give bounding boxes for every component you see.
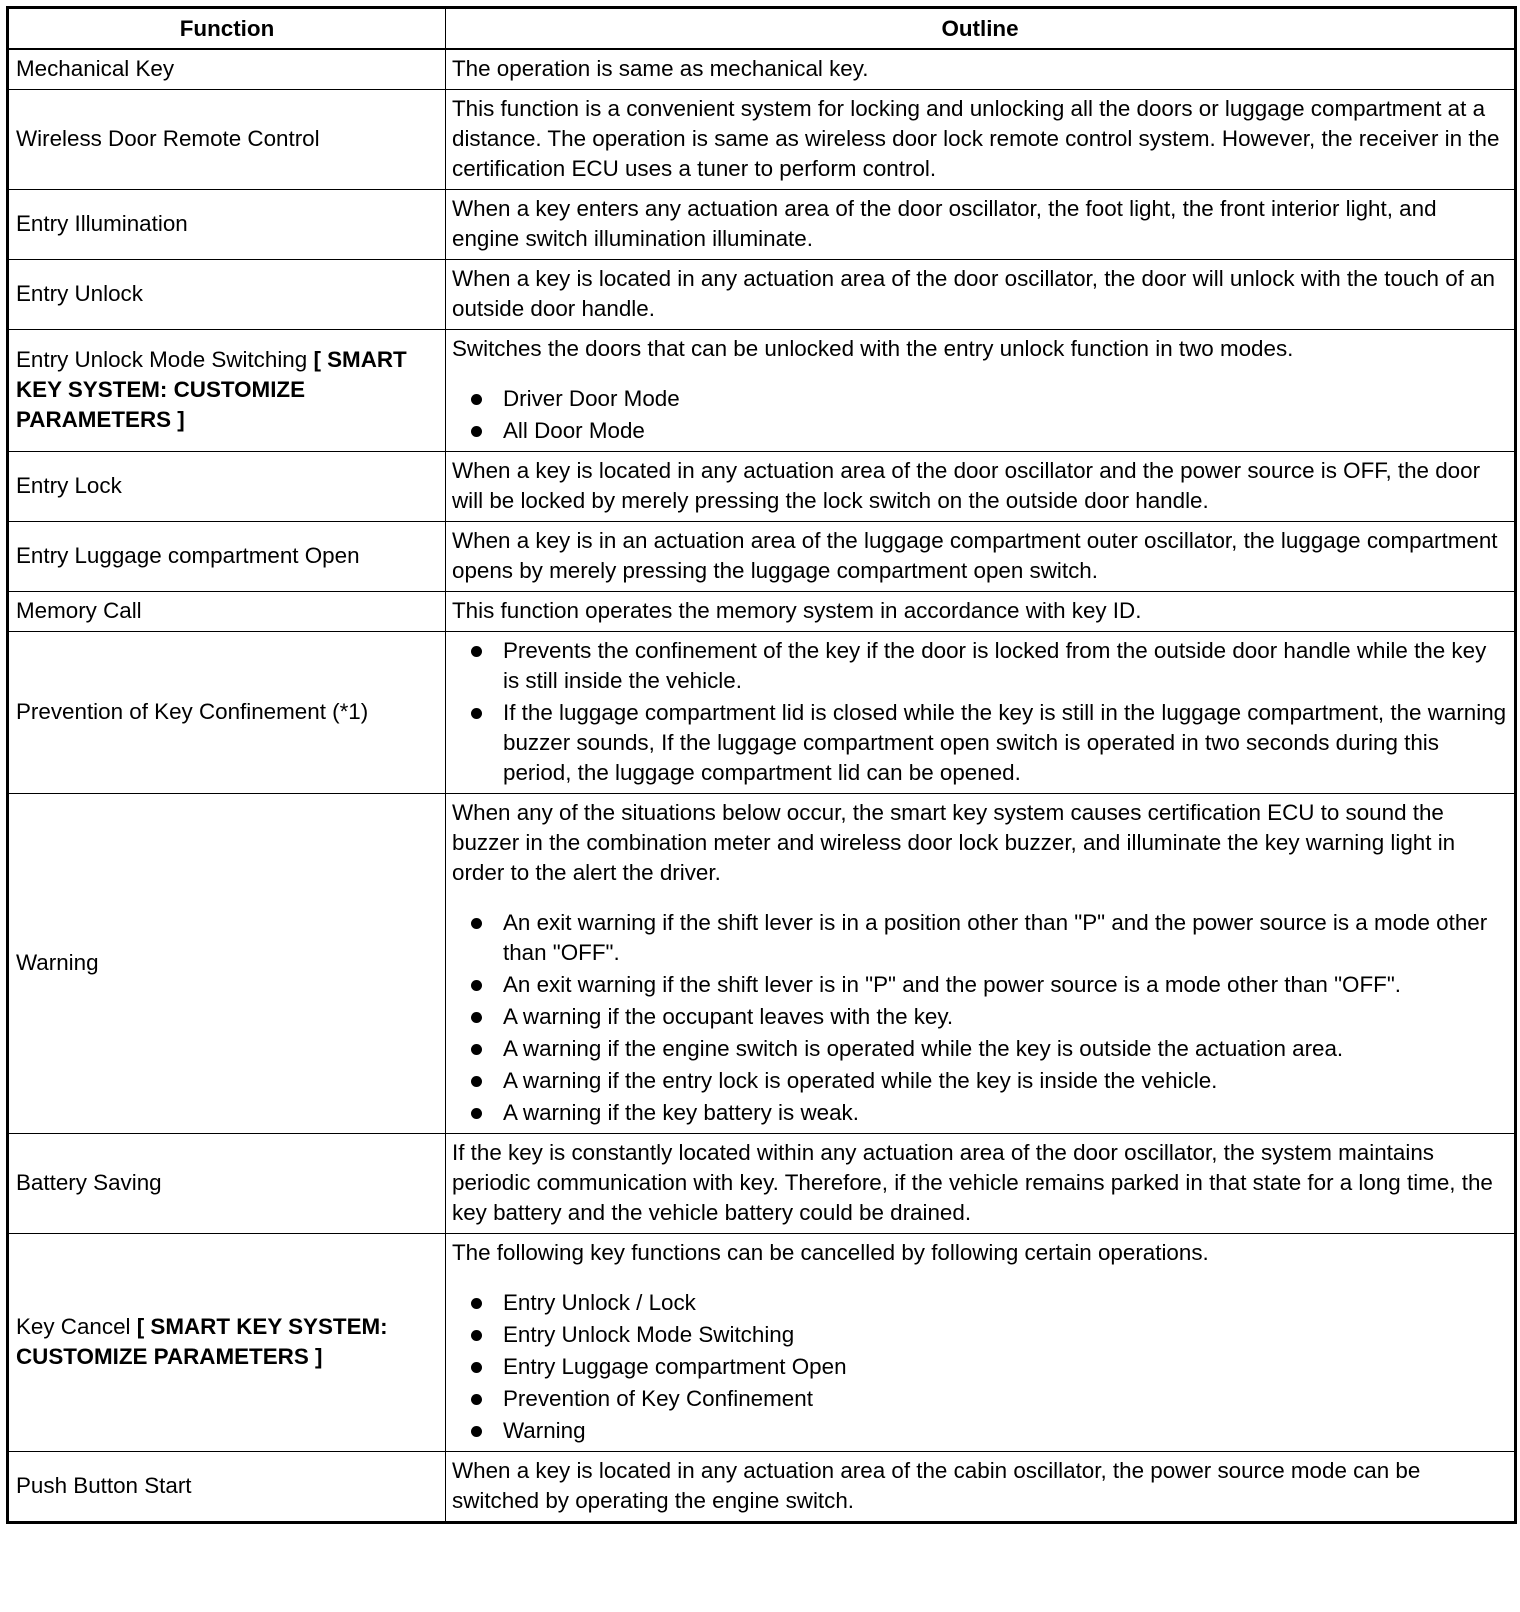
bullet-icon [471, 1298, 482, 1309]
function-outline-page [6, 6, 1514, 1524]
function-name: Warning [16, 950, 99, 975]
table-row [8, 49, 1516, 90]
list-item [452, 970, 1508, 1000]
list-item-text: A warning if the key battery is weak. [503, 1100, 859, 1125]
list-item [452, 1288, 1508, 1318]
list-item [452, 1416, 1508, 1446]
bullet-icon [471, 1362, 482, 1373]
function-cell [8, 452, 446, 522]
outline-text: This function is a convenient system for locking and unlocking all the doors or luggage compartment at a distance. The operation is same as wireless door lock remote control system. However, the receiver in the certification ECU uses a tuner to perform control. [452, 96, 1500, 181]
outline-cell [446, 522, 1516, 592]
function-name: Entry Luggage compartment Open [16, 543, 360, 568]
function-name: Battery Saving [16, 1170, 162, 1195]
outline-text: When a key enters any actuation area of the door oscillator, the foot light, the front interior light, and engine switch illumination illuminate. [452, 196, 1437, 251]
table-row [8, 592, 1516, 632]
list-item-text: A warning if the engine switch is operated while the key is outside the actuation area. [503, 1036, 1344, 1061]
table-row [8, 452, 1516, 522]
outline-text: When a key is located in any actuation area of the door oscillator, the door will unlock with the touch of an outside door handle. [452, 266, 1496, 321]
function-outline-table [6, 6, 1517, 1524]
outline-cell [446, 1452, 1516, 1523]
list-item-text: All Door Mode [503, 418, 645, 443]
list-item-text: Prevents the confinement of the key if the door is locked from the outside door handle while the key is still inside the vehicle. [503, 638, 1487, 693]
bullet-list [452, 636, 1508, 788]
function-name: Prevention of Key Confinement (*1) [16, 699, 369, 724]
outline-cell [446, 49, 1516, 90]
bullet-list [452, 384, 1508, 446]
bullet-list [452, 908, 1508, 1128]
list-item [452, 1352, 1508, 1382]
function-name: Mechanical Key [16, 56, 175, 81]
function-cell [8, 592, 446, 632]
list-item [452, 636, 1508, 696]
outline-text: When a key is located in any actuation area of the cabin oscillator, the power source mode can be switched by operating the engine switch. [452, 1458, 1421, 1513]
bullet-icon [471, 426, 482, 437]
outline-cell [446, 190, 1516, 260]
outline-text: When a key is located in any actuation area of the door oscillator and the power source is OFF, the door will be locked by merely pressing the lock switch on the outside door handle. [452, 458, 1481, 513]
header-outline: Outline [446, 8, 1516, 50]
bullet-icon [471, 1044, 482, 1055]
list-item-text: Driver Door Mode [503, 386, 680, 411]
function-name: Wireless Door Remote Control [16, 126, 320, 151]
list-item [452, 698, 1508, 788]
list-item-text: A warning if the occupant leaves with the key. [503, 1004, 954, 1029]
list-item [452, 1098, 1508, 1128]
list-item [452, 1320, 1508, 1350]
header-function: Function [8, 8, 446, 50]
bullet-icon [471, 708, 482, 719]
bullet-icon [471, 394, 482, 405]
list-item-text: Warning [503, 1418, 586, 1443]
outline-cell [446, 592, 1516, 632]
function-cell [8, 260, 446, 330]
function-cell [8, 522, 446, 592]
list-item-text: A warning if the entry lock is operated while the key is inside the vehicle. [503, 1068, 1218, 1093]
table-row [8, 522, 1516, 592]
list-item-text: Prevention of Key Confinement [503, 1386, 813, 1411]
function-cell [8, 1452, 446, 1523]
function-name: Memory Call [16, 598, 142, 623]
bullet-icon [471, 1330, 482, 1341]
outline-cell [446, 794, 1516, 1134]
list-item-text: An exit warning if the shift lever is in "P" and the power source is a mode other than "OFF". [503, 972, 1401, 997]
list-item-text: Entry Unlock Mode Switching [503, 1322, 795, 1347]
outline-cell [446, 90, 1516, 190]
outline-text: If the key is constantly located within any actuation area of the door oscillator, the system maintains periodic communication with key. Therefore, if the vehicle remains parked in that state for a long time, the key battery and the vehicle battery could be drained. [452, 1140, 1493, 1225]
bullet-icon [471, 980, 482, 991]
list-item [452, 1384, 1508, 1414]
outline-text: The operation is same as mechanical key. [452, 56, 869, 81]
list-item-text: Entry Unlock / Lock [503, 1290, 696, 1315]
table-row [8, 632, 1516, 794]
bullet-icon [471, 1076, 482, 1087]
function-name: Entry Illumination [16, 211, 188, 236]
bullet-list [452, 1288, 1508, 1446]
outline-cell [446, 1234, 1516, 1452]
list-item-text: Entry Luggage compartment Open [503, 1354, 847, 1379]
function-cell [8, 90, 446, 190]
function-cell [8, 190, 446, 260]
list-item-text: If the luggage compartment lid is closed while the key is still in the luggage compartment, the warning buzzer sounds, If the luggage compartment open switch is operated in two seconds during this period, the luggage compartment lid can be opened. [503, 700, 1507, 785]
list-item [452, 1034, 1508, 1064]
function-name: Entry Unlock [16, 281, 143, 306]
list-item [452, 384, 1508, 414]
customize-parameters-link[interactable]: [ SMART KEY SYSTEM: CUSTOMIZE PARAMETERS ] [16, 1314, 388, 1369]
table-row [8, 190, 1516, 260]
bullet-icon [471, 1394, 482, 1405]
function-name: Entry Unlock Mode Switching [16, 347, 308, 372]
function-cell [8, 1234, 446, 1452]
outline-cell [446, 1134, 1516, 1234]
bullet-icon [471, 646, 482, 657]
function-name: Entry Lock [16, 473, 122, 498]
function-name: Key Cancel [16, 1314, 131, 1339]
list-item [452, 416, 1508, 446]
function-cell [8, 632, 446, 794]
outline-cell [446, 260, 1516, 330]
function-name: Push Button Start [16, 1473, 192, 1498]
list-item-text: An exit warning if the shift lever is in a position other than "P" and the power source is a mode other than "OFF". [503, 910, 1488, 965]
list-item [452, 1066, 1508, 1096]
function-cell [8, 794, 446, 1134]
outline-cell [446, 330, 1516, 452]
table-header-row [8, 8, 1516, 50]
table-row [8, 794, 1516, 1134]
outline-text: Switches the doors that can be unlocked with the entry unlock function in two modes. [452, 336, 1294, 361]
outline-cell [446, 632, 1516, 794]
function-cell [8, 49, 446, 90]
outline-text: This function operates the memory system in accordance with key ID. [452, 598, 1142, 623]
bullet-icon [471, 1108, 482, 1119]
bullet-icon [471, 1426, 482, 1437]
table-row [8, 260, 1516, 330]
outline-text: The following key functions can be cancelled by following certain operations. [452, 1240, 1209, 1265]
outline-text: When any of the situations below occur, the smart key system causes certification ECU to sound the buzzer in the combination meter and wireless door lock buzzer, and illuminate the key warning light in order to the alert the driver. [452, 800, 1456, 885]
function-cell [8, 1134, 446, 1234]
list-item [452, 1002, 1508, 1032]
outline-cell [446, 452, 1516, 522]
bullet-icon [471, 1012, 482, 1023]
outline-text: When a key is in an actuation area of the luggage compartment outer oscillator, the luggage compartment opens by merely pressing the luggage compartment open switch. [452, 528, 1498, 583]
list-item [452, 908, 1508, 968]
table-row [8, 1452, 1516, 1523]
customize-parameters-link[interactable]: [ SMART KEY SYSTEM: CUSTOMIZE PARAMETERS ] [16, 347, 407, 432]
bullet-icon [471, 918, 482, 929]
table-row [8, 1134, 1516, 1234]
function-cell [8, 330, 446, 452]
table-row [8, 90, 1516, 190]
table-row [8, 330, 1516, 452]
table-row [8, 1234, 1516, 1452]
